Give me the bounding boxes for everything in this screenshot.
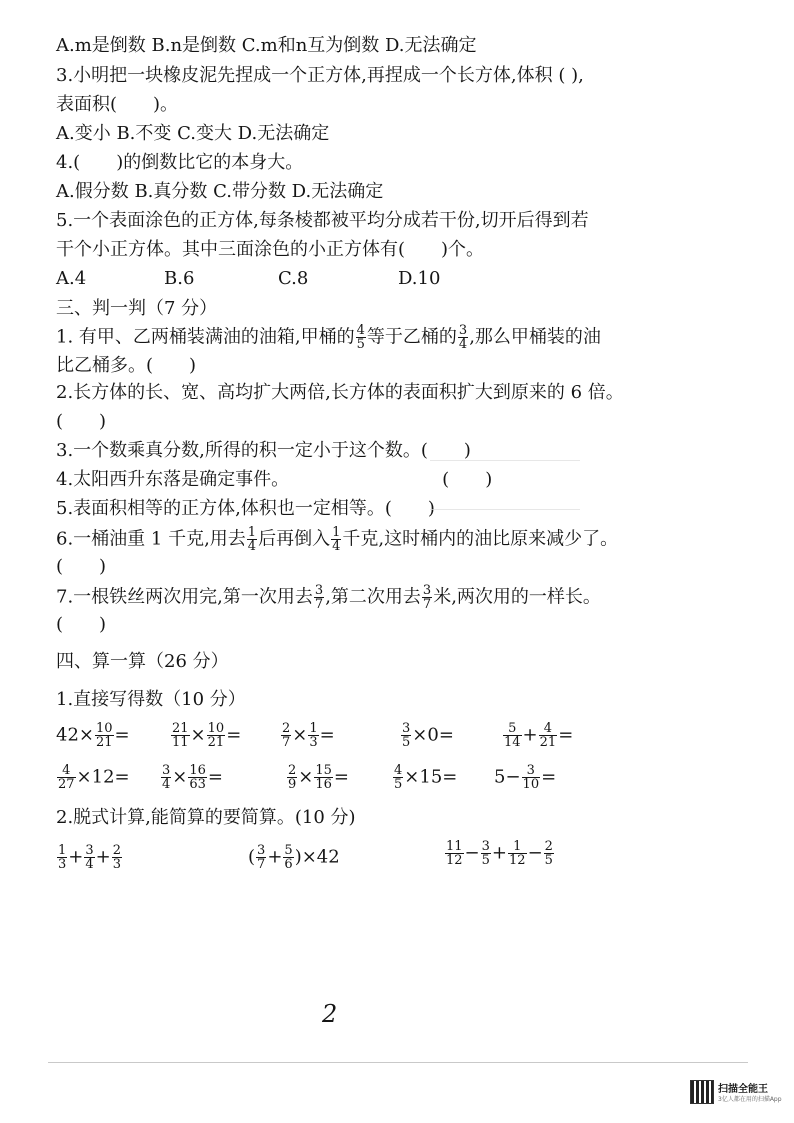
scanner-badge <box>690 1080 790 1108</box>
judge-2-line1: 2.长方体的长、宽、高均扩大两倍,长方体的表面积扩大到原来的 6 倍。 <box>56 382 624 403</box>
calc-8: $\frac{2}{9}$ × $\frac{15}{16}$ = <box>288 763 350 792</box>
step-calc-2: ( $\frac{3}{7}$ + $\frac{5}{6}$ )×42 <box>248 843 340 872</box>
judge-1-line2: 比乙桶多。( ) <box>56 355 197 376</box>
fraction: $\frac{1}{4}$ <box>332 525 341 554</box>
page-number: 2 <box>322 1000 338 1028</box>
calc-9: $\frac{4}{5}$ ×15= <box>394 763 458 792</box>
calc-7: $\frac{3}{4}$ × $\frac{16}{63}$ = <box>162 763 224 792</box>
fraction: $\frac{3}{4}$ <box>458 323 468 352</box>
calc-10: 5− $\frac{3}{10}$ = <box>494 763 557 792</box>
scanner-badge-subtitle: 3亿人都在用的扫描App <box>718 1096 782 1103</box>
q2-options: A.m是倒数 B.n是倒数 C.m和n互为倒数 D.无法确定 <box>56 35 477 56</box>
calc-2: $\frac{21}{11}$ × $\frac{10}{21}$ = <box>172 721 242 750</box>
qr-code-icon <box>690 1080 714 1104</box>
footer-divider <box>48 1062 748 1063</box>
calc-5: $\frac{5}{14}$ + $\frac{4}{21}$ = <box>504 721 574 750</box>
calc-3: $\frac{2}{7}$ × $\frac{1}{3}$ = <box>282 721 335 750</box>
calc-1: 42× $\frac{10}{21}$ = <box>56 721 130 750</box>
step-calc-1: $\frac{1}{3}$ + $\frac{3}{4}$ + $\frac{2}{3}$ <box>58 843 122 872</box>
step-calc-3: $\frac{11}{12}$ − $\frac{3}{5}$ + $\frac{1}{12}$ − $\frac{2}{5}$ <box>446 839 553 868</box>
fraction: $\frac{1}{4}$ <box>247 525 257 554</box>
fraction: $\frac{3}{7}$ <box>314 583 324 612</box>
section4-sub2: 2.脱式计算,能简算的要简算。(10 分) <box>56 807 356 828</box>
section3-title: 三、判一判（7 分） <box>56 298 218 319</box>
q5-option-c: C.8 <box>278 268 309 289</box>
calc-4: $\frac{3}{5}$ ×0= <box>402 721 454 750</box>
q4-options: A.假分数 B.真分数 C.带分数 D.无法确定 <box>56 181 384 202</box>
q3-line1: 3.小明把一块橡皮泥先捏成一个正方体,再捏成一个长方体,体积 ( ), <box>56 65 584 86</box>
q5-option-a: A.4 <box>56 268 87 289</box>
q5-line2: 干个小正方体。其中三面涂色的小正方体有( )个。 <box>56 239 485 260</box>
fraction: $\frac{4}{5}$ <box>356 323 365 352</box>
judge-7-line2: ( ) <box>56 614 107 635</box>
judge-1-line1: 1. 有甲、乙两桶装满油的油箱,甲桶的 $\frac{4}{5}$ 等于乙桶的 $\frac{3}{4}$ ,那么甲桶装的油 <box>56 323 601 352</box>
judge-2-line2: ( ) <box>56 411 107 432</box>
bleed-through-mark <box>430 460 580 510</box>
judge-4: 4.太阳西升东落是确定事件。 ( ) <box>56 469 493 490</box>
section4-sub1: 1.直接写得数（10 分） <box>56 689 246 710</box>
q5-option-d: D.10 <box>398 268 441 289</box>
judge-3: 3.一个数乘真分数,所得的积一定小于这个数。( ) <box>56 440 471 461</box>
q5-option-b: B.6 <box>164 268 195 289</box>
q5-line1: 5.一个表面涂色的正方体,每条棱都被平均分成若干份,切开后得到若 <box>56 210 589 231</box>
section4-title: 四、算一算（26 分） <box>56 651 229 672</box>
q3-line2: 表面积( )。 <box>56 94 179 115</box>
judge-6-line1: 6.一桶油重 1 千克,用去 $\frac{1}{4}$ 后再倒入 $\frac{1}{4}$ 千克,这时桶内的油比原来减少了。 <box>56 525 619 554</box>
judge-5: 5.表面积相等的正方体,体积也一定相等。( ) <box>56 498 435 519</box>
q3-options: A.变小 B.不变 C.变大 D.无法确定 <box>56 123 330 144</box>
scanner-badge-title: 扫描全能王 <box>718 1084 768 1095</box>
calc-6: $\frac{4}{27}$ ×12= <box>58 763 130 792</box>
fraction: $\frac{3}{7}$ <box>422 583 432 612</box>
q4-line: 4.( )的倒数比它的本身大。 <box>56 152 304 173</box>
judge-7-line1: 7.一根铁丝两次用完,第一次用去 $\frac{3}{7}$ ,第二次用去 $\frac{3}{7}$ 米,两次用的一样长。 <box>56 583 601 612</box>
judge-6-line2: ( ) <box>56 556 107 577</box>
